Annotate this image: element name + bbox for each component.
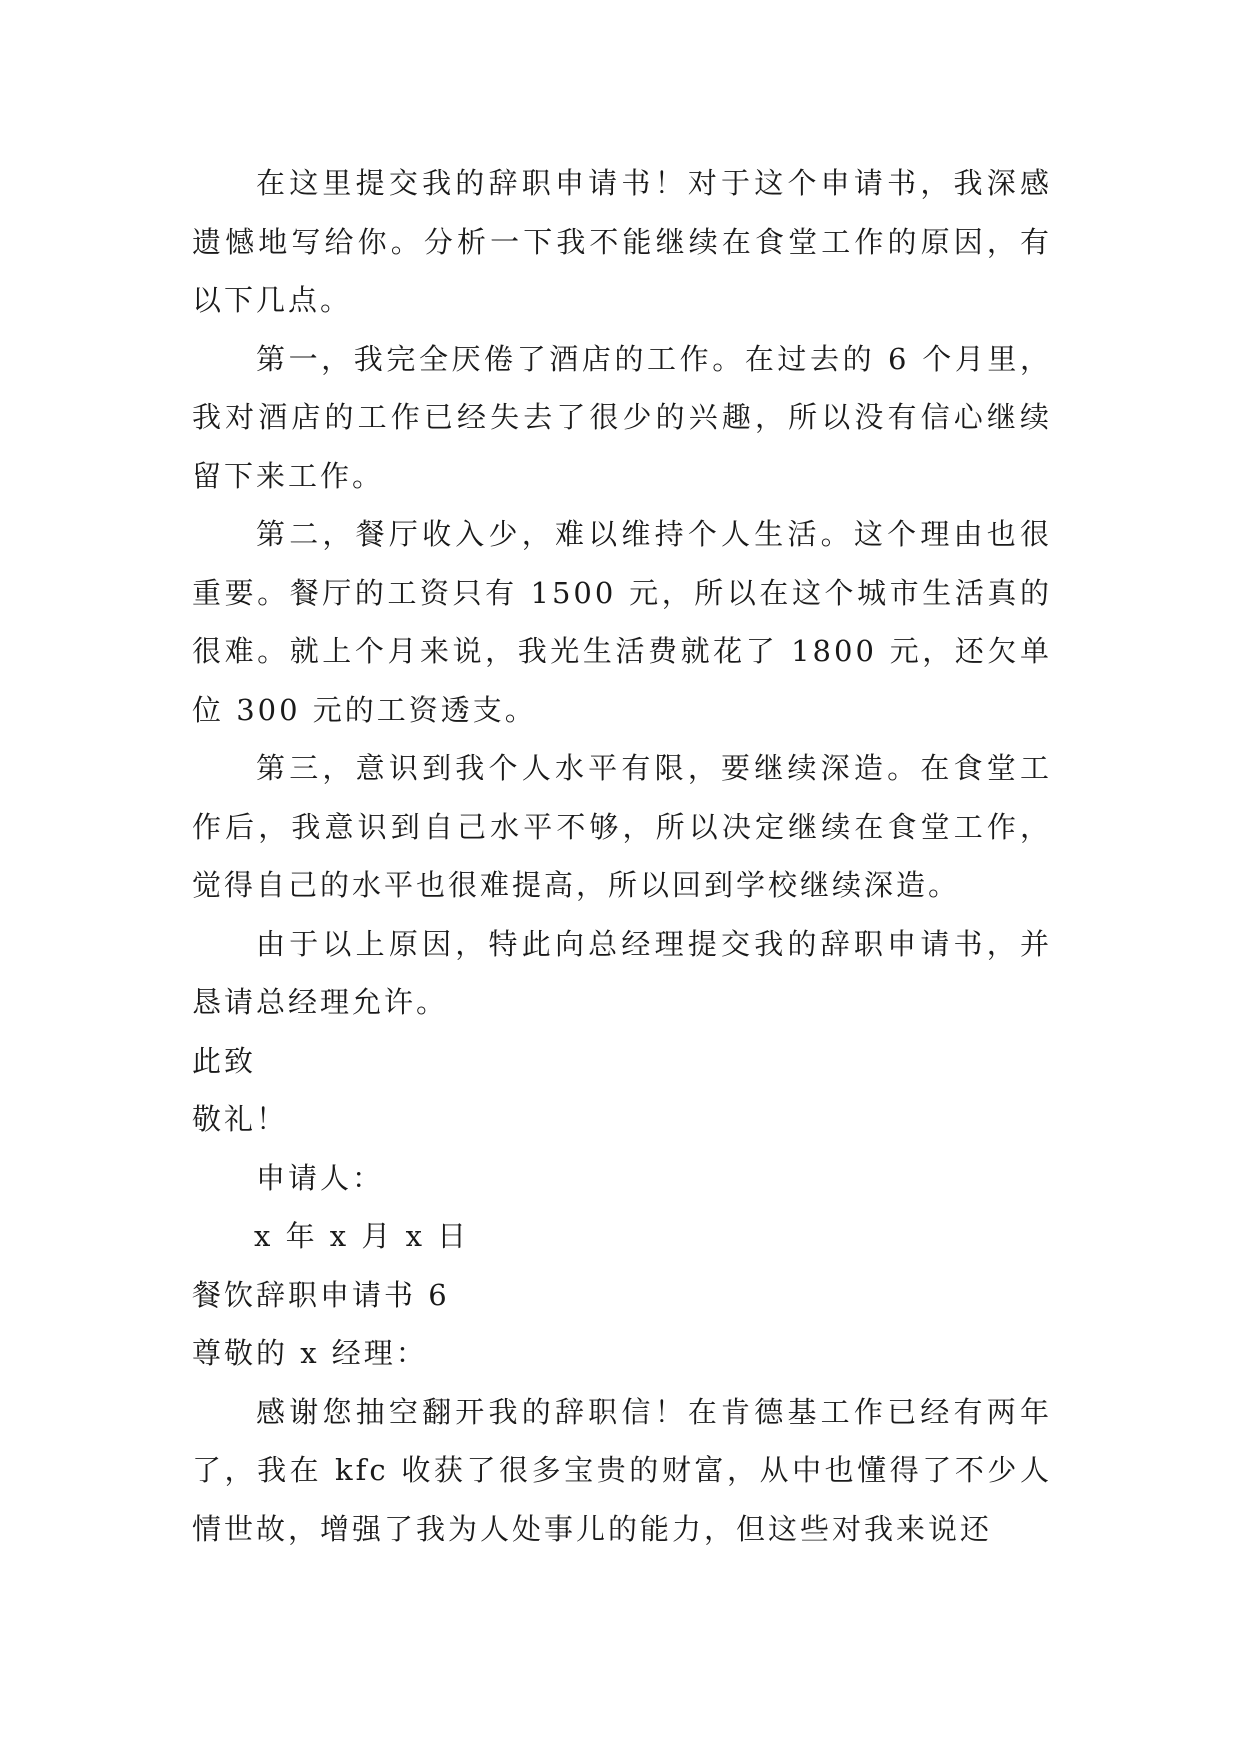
applicant-label: 申请人： [256,1160,385,1195]
paragraph-conclusion: 由于以上原因，特此向总经理提交我的辞职申请书，并恳请总经理允许。 [192,926,1052,1019]
paragraph-intro: 在这里提交我的辞职申请书！对于这个申请书，我深感遗憾地写给你。分析一下我不能继续在食堂工作的原因，有以下几点。 [192,166,1052,317]
date-line: x 年 x 月 x 日 [254,1219,470,1253]
closing-jingli: 敬礼！ [192,1102,289,1136]
section-title: 餐饮辞职申请书 6 [192,1277,450,1312]
paragraph-letter-6-intro: 感谢您抽空翻开我的辞职信！在肯德基工作已经有两年了，我在 kfc 收获了很多宝贵的财富，从中也懂得了不少人情世故，增强了我为人处事儿的能力，但这些对我来说还 [192,1394,1052,1546]
paragraph-reason-2: 第二，餐厅收入少，难以维持个人生活。这个理由也很重要。餐厅的工资只有 1500 元，所以在这个城市生活真的很难。就上个月来说，我光生活费就花了 1800 元，还欠单位 300 元的工资透支。 [192,517,1052,727]
paragraph-reason-3: 第三，意识到我个人水平有限，要继续深造。在食堂工作后，我意识到自己水平不够，所以决定继续在食堂工作，觉得自己的水平也很难提高，所以回到学校继续深造。 [192,751,1052,902]
paragraph-reason-1: 第一，我完全厌倦了酒店的工作。在过去的 6 个月里，我对酒店的工作已经失去了很少的兴趣，所以没有信心继续留下来工作。 [192,341,1052,493]
document-body [192,154,1052,1558]
salutation: 尊敬的 x 经理： [192,1336,428,1370]
closing-cizhi: 此致 [192,1043,257,1078]
